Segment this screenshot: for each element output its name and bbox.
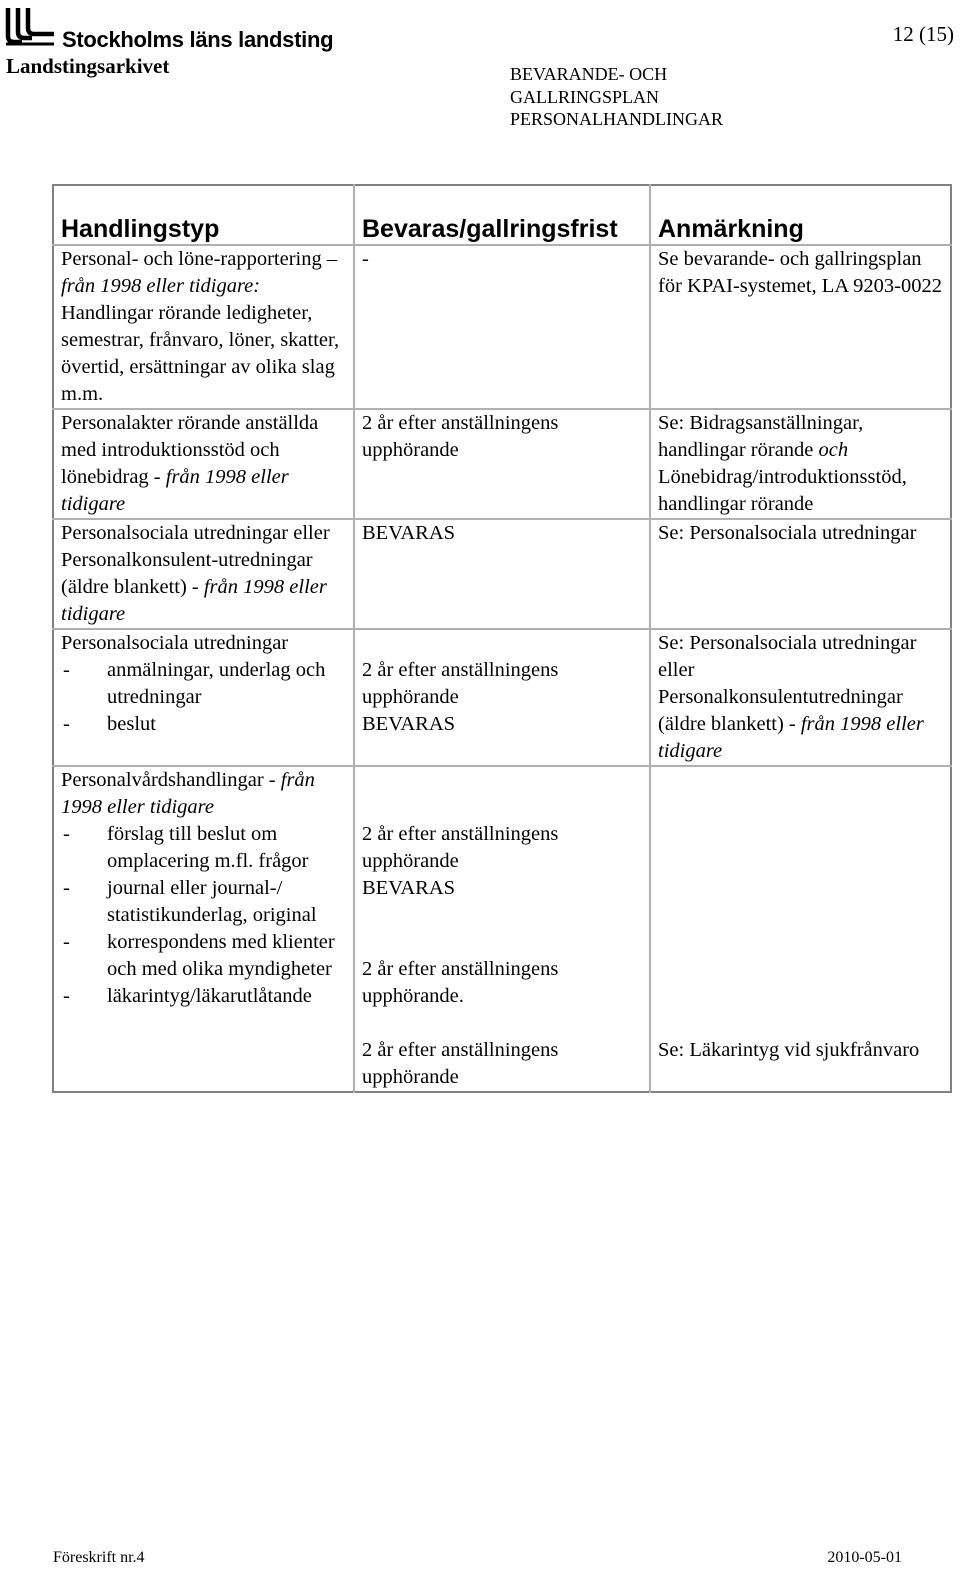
frist-item: 2 år efter anställningens upphörande. xyxy=(362,958,559,1007)
list-item: - korrespondens med klienter och med olika myndigheter xyxy=(63,931,335,980)
list-item: - journal eller journal-/ statistikunderlag, original xyxy=(63,877,317,926)
footer-regulation: Föreskrift nr.4 xyxy=(53,1549,145,1566)
frist-item: 2 år efter anställningens upphörande xyxy=(362,1039,559,1088)
frist-item: BEVARAS xyxy=(362,713,456,735)
frist-item: BEVARAS xyxy=(362,877,456,899)
row-title: Personalvårdshandlingar - från 1998 eller tidigare xyxy=(61,769,315,818)
cell-anmarkning xyxy=(650,766,951,1092)
cell-frist: - xyxy=(354,245,650,409)
page-number: 12 (15) xyxy=(892,22,954,46)
cell-frist xyxy=(354,766,650,1092)
organization-name: Stockholms läns landsting xyxy=(62,27,334,52)
cell-anmarkning: Se: Bidragsanställningar, handlingar rörande och Lönebidrag/introduktionsstöd, handlingar rörande xyxy=(650,409,951,519)
document-title-line: GALLRINGSPLAN xyxy=(510,86,660,107)
archive-name: Landstingsarkivet xyxy=(6,54,170,78)
list-item: - anmälningar, underlag och utredningar xyxy=(63,659,326,708)
list-item: - beslut xyxy=(63,713,156,735)
frist-item: 2 år efter anställningens upphörande xyxy=(362,659,559,708)
cell-handlingstyp xyxy=(53,766,354,1092)
cell-handlingstyp xyxy=(53,629,354,766)
cell-handlingstyp: Personalakter rörande anställda med introduktionsstöd och lönebidrag - från 1998 eller tidigare xyxy=(53,409,354,519)
anmarkning-text: Se: Läkarintyg vid sjukfrånvaro xyxy=(658,1039,920,1061)
records-table xyxy=(52,184,952,1093)
cell-frist xyxy=(354,629,650,766)
frist-item: 2 år efter anställningens upphörande xyxy=(362,823,559,872)
list-item: - läkarintyg/läkarutlåtande xyxy=(63,985,312,1007)
cell-handlingstyp: Personal- och löne-rapportering – från 1998 eller tidigare: Handlingar rörande ledigheter, semestrar, frånvaro, löner, skatter, övertid, ersättningar av olika slag m.m. xyxy=(53,245,354,409)
column-header-anmarkning: Anmärkning xyxy=(650,185,951,245)
cell-frist: 2 år efter anställningens upphörande xyxy=(354,409,650,519)
cell-frist: BEVARAS xyxy=(354,519,650,629)
table-row xyxy=(53,629,951,766)
landsting-logo-icon xyxy=(4,6,56,46)
document-title-line: PERSONALHANDLINGAR xyxy=(510,109,724,129)
document-title xyxy=(510,63,723,131)
cell-handlingstyp: Personalsociala utredningar eller Personalkonsulent-utredningar (äldre blankett) - från 1998 eller tidigare xyxy=(53,519,354,629)
column-header-handlingstyp: Handlingstyp xyxy=(53,185,354,245)
column-header-frist: Bevaras/gallringsfrist xyxy=(354,185,650,245)
list-item: - förslag till beslut om omplacering m.fl. frågor xyxy=(63,823,309,872)
cell-anmarkning: Se: Personalsociala utredningar eller Personalkonsulentutredningar (äldre blankett) - från 1998 eller tidigare xyxy=(650,629,951,766)
table-row xyxy=(53,519,951,629)
cell-anmarkning: Se bevarande- och gallringsplan för KPAI-systemet, LA 9203-0022 xyxy=(650,245,951,409)
row-title: Personalsociala utredningar xyxy=(61,632,289,654)
table-row xyxy=(53,245,951,409)
cell-anmarkning: Se: Personalsociala utredningar xyxy=(650,519,951,629)
footer-date: 2010-05-01 xyxy=(827,1549,902,1566)
table-row xyxy=(53,409,951,519)
document-title-line: BEVARANDE- OCH xyxy=(510,64,668,84)
table-row xyxy=(53,766,951,1092)
table-header-row xyxy=(53,185,951,245)
